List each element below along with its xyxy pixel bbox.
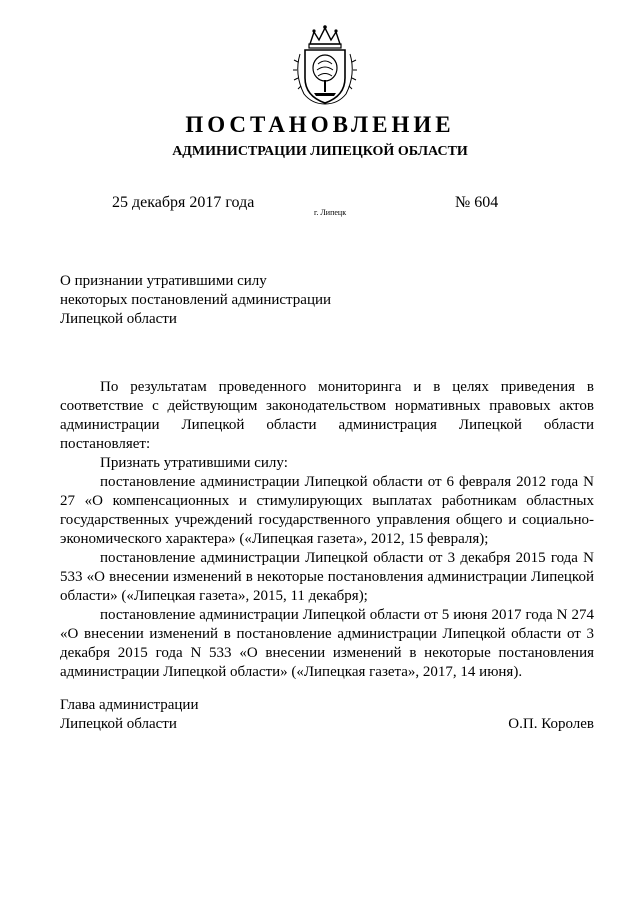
subject-line: О признании утратившими силу	[60, 273, 267, 289]
body-paragraph: Признать утратившими силу:	[100, 455, 288, 471]
subject-line: Липецкой области	[60, 311, 177, 327]
coat-of-arms-icon	[290, 24, 360, 106]
issuing-authority: АДМИНИСТРАЦИИ ЛИПЕЦКОЙ ОБЛАСТИ	[172, 144, 468, 159]
document-title: ПОСТАНОВЛЕНИЕ	[185, 112, 455, 137]
body-paragraph: постановление администрации Липецкой области от 5 июня 2017 года N 274 «О внесении изменений в постановление администрации Липецкой области от 3 декабря 2015 года N 533 «О внесении изменений в некоторые постановления администрации Липецкой области» («Липецкая газета», 2017, 14 июня).	[60, 607, 594, 680]
document-city: г. Липецк	[314, 208, 347, 217]
document-subject	[60, 272, 380, 329]
signatory-position-line: Глава администрации	[60, 697, 199, 713]
body-paragraph: постановление администрации Липецкой области от 6 февраля 2012 года N 27 «О компенсационных и стимулирующих выплатах работникам областных государственных учреждений государственного управления общего и социально-экономического характера» («Липецкая газета», 2012, 15 февраля);	[60, 474, 594, 547]
signatory-position	[60, 696, 198, 734]
body-paragraph: постановление администрации Липецкой области от 3 декабря 2015 года N 533 «О внесении изменений в некоторые постановления администрации Липецкой области» («Липецкая газета», 2015, 11 декабря);	[60, 550, 594, 604]
body-paragraph: По результатам проведенного мониторинга и в целях приведения в соответствие с действующим законодательством нормативных правовых актов администрации Липецкой области администрация Липецкой области постановляет:	[60, 379, 594, 452]
document-date: 25 декабря 2017 года	[112, 194, 255, 211]
subject-line: некоторых постановлений администрации	[60, 292, 332, 308]
signatory-name: О.П. Королев	[508, 716, 594, 732]
document-body	[60, 378, 594, 682]
signatory-position-line: Липецкой области	[60, 716, 177, 732]
document-number: № 604	[455, 194, 499, 211]
